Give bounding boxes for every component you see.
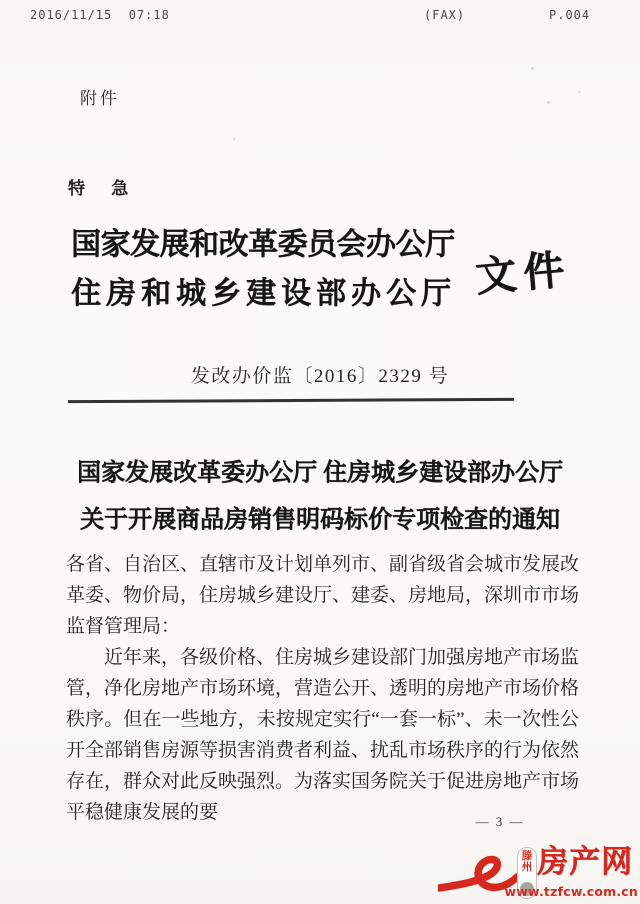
scan-speckle (531, 67, 534, 70)
scan-speckle (547, 101, 550, 104)
notice-title-line1: 国家发展改革委办公厅 住房城乡建设部办公厅 (77, 460, 563, 486)
letterhead (71, 220, 574, 318)
letterhead-org-names (71, 220, 461, 318)
logo-site-url: www.tzfcw.com.cn (504, 884, 638, 899)
scan-speckle (233, 138, 235, 140)
fax-label: (FAX) (424, 8, 466, 22)
urgency-label: 特 急 (68, 179, 140, 198)
document-number: 发改办价监〔2016〕2329 号 (190, 366, 450, 387)
recipients-paragraph: 各省、自治区、直辖市及计划单列市、副省级省会城市发展改革委、物价局，住房城乡建设厅、建委、房地局，深圳市市场监督管理局： (66, 554, 580, 637)
page-number: — 3 — (475, 814, 525, 829)
body-paragraph: 近年来，各级价格、住房城乡建设部门加强房地产市场监管，净化房地产市场环境，营造公开、透明的房地产市场价格秩序。但在一些地方，未按规定实行“一套一标”、未一次性公开全部销售房源等损害消费者利益、扰乱市场秩序的行为依然存在，群众对此反映强烈。为落实国务院关于促进房地产市场平稳健康发展的要 (66, 647, 580, 823)
letterhead-divider-rule (68, 398, 514, 403)
logo-site-name: 房产网 (537, 844, 633, 879)
fax-timestamp: 2016/11/15 07:18 (30, 8, 170, 22)
scan-speckle (578, 91, 581, 93)
attachment-label: 附件 (80, 89, 120, 108)
letterhead-org-line1: 国家发展和改革委员会办公厅 (71, 228, 455, 261)
notice-title-line2: 关于开展商品房销售明码标价专项检查的通知 (80, 507, 560, 533)
site-watermark-logo (438, 843, 640, 904)
logo-region-label: 滕州 (521, 850, 533, 873)
notice-title (0, 450, 640, 544)
letterhead-org-line2: 住房和城乡建设部办公厅 (71, 277, 456, 310)
fax-page-label: P.004 (549, 8, 591, 22)
letterhead-doc-type: 文件 (473, 245, 574, 300)
document-body (66, 549, 579, 828)
